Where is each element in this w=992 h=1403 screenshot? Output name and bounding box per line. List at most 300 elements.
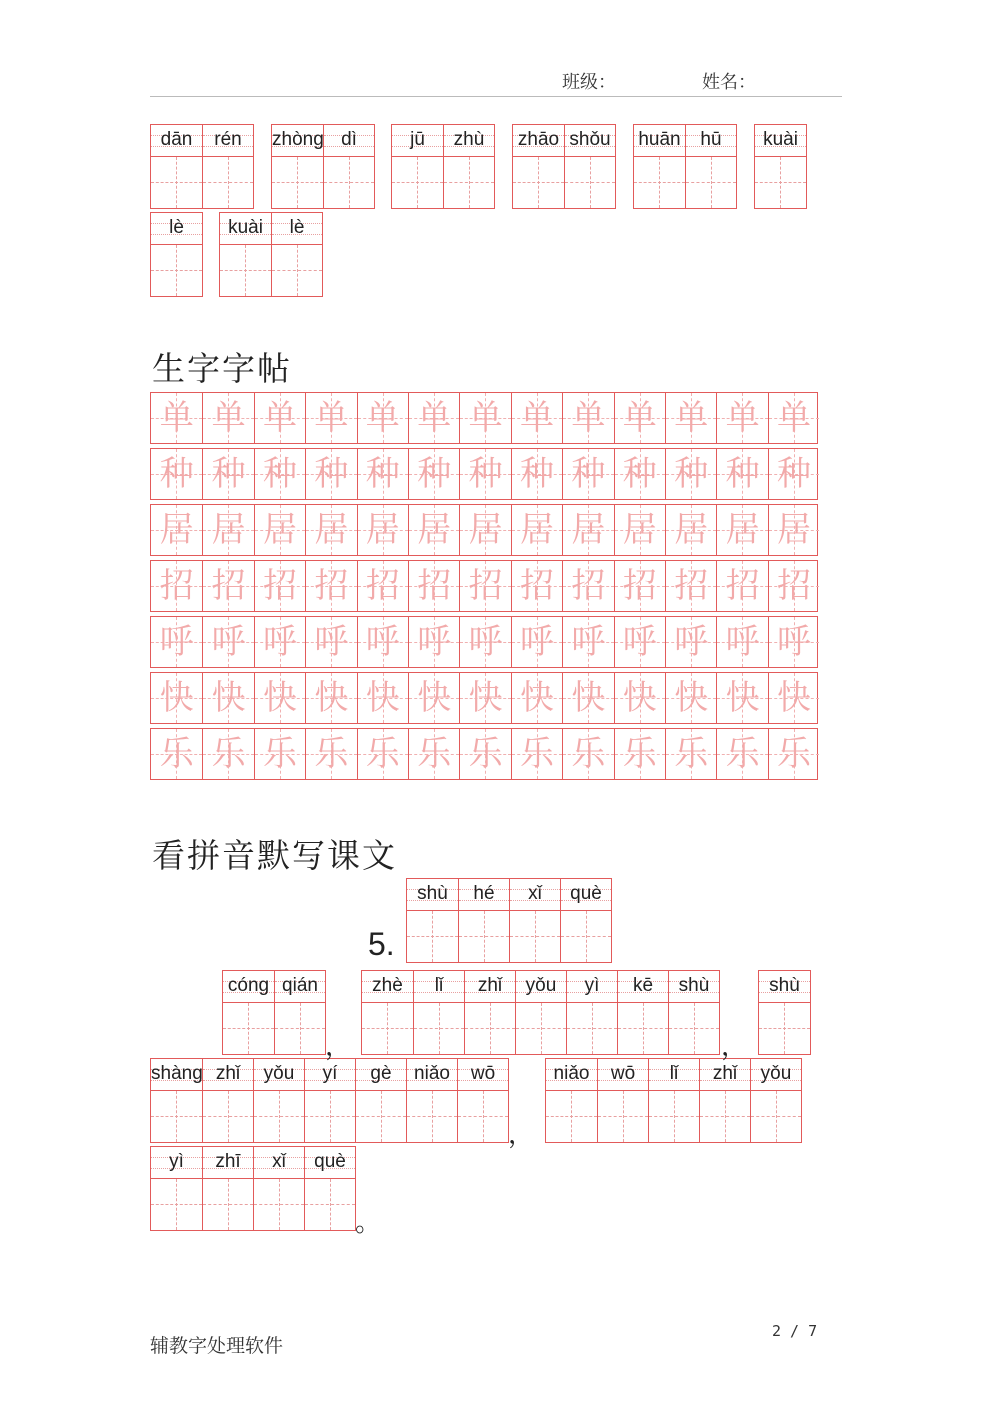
pinyin-label: què [314, 1151, 346, 1172]
practice-cell[interactable] [305, 617, 356, 667]
pinyin-label: lǐ [434, 975, 444, 996]
practice-cell[interactable] [202, 449, 253, 499]
practice-cell[interactable] [254, 449, 305, 499]
practice-cell[interactable] [408, 729, 459, 779]
comma-2: ， [721, 1032, 748, 1062]
practice-cell[interactable] [614, 505, 665, 555]
writing-cell[interactable] [617, 971, 668, 1054]
trace-character: 呼 [776, 622, 811, 662]
writing-cell[interactable] [323, 125, 374, 208]
trace-character: 快 [159, 678, 194, 718]
practice-cell[interactable] [151, 393, 202, 443]
practice-cell[interactable] [768, 673, 819, 723]
pinyin-label: kuài [228, 217, 263, 238]
pinyin-label: què [570, 883, 602, 904]
trace-character: 单 [622, 398, 657, 438]
practice-row [150, 728, 818, 780]
pinyin-label: zhǐ [712, 1063, 738, 1084]
pinyin-label: qián [282, 975, 318, 996]
pinyin-label: zhāo [517, 129, 560, 150]
writing-cell[interactable] [151, 213, 202, 296]
practice-cell[interactable] [357, 505, 408, 555]
practice-cell[interactable] [357, 449, 408, 499]
practice-cell[interactable] [357, 393, 408, 443]
practice-row [150, 448, 818, 500]
practice-cell[interactable] [614, 617, 665, 667]
pinyin-label: xǐ [528, 883, 542, 904]
pinyin-label: yǒu [760, 1063, 792, 1084]
pinyin-box-group [633, 124, 737, 209]
practice-cell[interactable] [459, 505, 510, 555]
practice-row [150, 392, 818, 444]
pinyin-label: cóng [227, 975, 270, 996]
practice-cell[interactable] [408, 449, 459, 499]
trace-character: 招 [417, 566, 452, 606]
practice-cell[interactable] [768, 729, 819, 779]
trace-character: 种 [159, 454, 194, 494]
trace-character: 单 [262, 398, 297, 438]
practice-cell[interactable] [562, 393, 613, 443]
practice-cell[interactable] [511, 617, 562, 667]
trace-character: 居 [725, 510, 760, 550]
writing-cell[interactable] [560, 879, 611, 962]
practice-cell[interactable] [511, 449, 562, 499]
trace-character: 居 [211, 510, 246, 550]
pinyin-label: lǐ [669, 1063, 679, 1084]
pinyin-label: zhè [372, 975, 403, 996]
writing-cell[interactable] [272, 125, 323, 208]
practice-cell[interactable] [254, 561, 305, 611]
practice-row [150, 616, 818, 668]
practice-cell[interactable] [151, 729, 202, 779]
pinyin-box-group [150, 124, 254, 209]
trace-character: 居 [674, 510, 709, 550]
practice-cell[interactable] [459, 393, 510, 443]
page-number: 2 / 7 [772, 1322, 818, 1340]
pinyin-label: niǎo [414, 1063, 450, 1084]
pinyin-box-group [222, 970, 326, 1055]
trace-character: 乐 [571, 734, 606, 774]
trace-character: 快 [519, 678, 554, 718]
pinyin-box-group [361, 970, 720, 1055]
trace-character: 单 [468, 398, 503, 438]
trace-character: 单 [725, 398, 760, 438]
trace-character: 招 [211, 566, 246, 606]
trace-character: 快 [417, 678, 452, 718]
trace-character: 乐 [211, 734, 246, 774]
practice-cell[interactable] [511, 505, 562, 555]
writing-cell[interactable] [458, 879, 509, 962]
name-label: 姓名： [702, 72, 756, 93]
practice-cell[interactable] [408, 505, 459, 555]
trace-character: 快 [314, 678, 349, 718]
practice-cell[interactable] [768, 393, 819, 443]
pinyin-box-group [150, 1146, 356, 1231]
writing-cell[interactable] [597, 1059, 648, 1142]
practice-section-title: 生字字帖 [152, 349, 292, 388]
trace-character: 招 [674, 566, 709, 606]
practice-cell[interactable] [202, 673, 253, 723]
practice-cell[interactable] [357, 561, 408, 611]
writing-cell[interactable] [202, 125, 253, 208]
pinyin-box-group [219, 212, 323, 297]
trace-character: 居 [468, 510, 503, 550]
trace-character: 呼 [417, 622, 452, 662]
trace-character: 呼 [159, 622, 194, 662]
trace-character: 单 [314, 398, 349, 438]
writing-cell[interactable] [457, 1059, 508, 1142]
pinyin-label: hū [700, 129, 722, 150]
pinyin-label: shù [769, 975, 800, 996]
trace-character: 快 [211, 678, 246, 718]
practice-row [150, 560, 818, 612]
trace-character: 种 [519, 454, 554, 494]
pinyin-label: jū [410, 129, 425, 150]
practice-cell[interactable] [665, 673, 716, 723]
practice-cell[interactable] [151, 561, 202, 611]
pinyin-box-group [754, 124, 807, 209]
practice-cell[interactable] [408, 393, 459, 443]
writing-cell[interactable] [304, 1059, 355, 1142]
trace-character: 居 [519, 510, 554, 550]
writing-cell[interactable] [151, 1059, 202, 1142]
practice-row [150, 504, 818, 556]
pinyin-box-group [406, 878, 612, 963]
practice-cell[interactable] [254, 393, 305, 443]
trace-character: 乐 [725, 734, 760, 774]
writing-cell[interactable] [513, 125, 564, 208]
trace-character: 种 [365, 454, 400, 494]
pinyin-box-group [271, 124, 375, 209]
trace-character: 呼 [365, 622, 400, 662]
pinyin-label: shù [417, 883, 448, 904]
writing-cell[interactable] [202, 1059, 253, 1142]
pinyin-label: lè [289, 217, 305, 238]
trace-character: 快 [468, 678, 503, 718]
practice-cell[interactable] [459, 449, 510, 499]
practice-cell[interactable] [305, 393, 356, 443]
writing-cell[interactable] [564, 125, 615, 208]
pinyin-label: yǒu [263, 1063, 295, 1084]
pinyin-label: wō [610, 1063, 636, 1084]
practice-cell[interactable] [357, 729, 408, 779]
writing-cell[interactable] [509, 879, 560, 962]
pinyin-box-group [391, 124, 495, 209]
trace-character: 居 [159, 510, 194, 550]
practice-cell[interactable] [562, 673, 613, 723]
writing-cell[interactable] [685, 125, 736, 208]
trace-character: 种 [571, 454, 606, 494]
pinyin-label: rén [214, 129, 242, 150]
comma-1: ， [325, 1032, 352, 1062]
trace-character: 招 [468, 566, 503, 606]
writing-cell[interactable] [566, 971, 617, 1054]
trace-character: 单 [159, 398, 194, 438]
practice-cell[interactable] [305, 561, 356, 611]
trace-character: 单 [674, 398, 709, 438]
writing-cell[interactable] [151, 125, 202, 208]
trace-character: 呼 [211, 622, 246, 662]
practice-cell[interactable] [202, 393, 253, 443]
trace-character: 招 [159, 566, 194, 606]
trace-character: 乐 [674, 734, 709, 774]
trace-character: 种 [468, 454, 503, 494]
writing-cell[interactable] [515, 971, 566, 1054]
dictation-section-title: 看拼音默写课文 [152, 836, 397, 875]
practice-cell[interactable] [357, 617, 408, 667]
practice-cell[interactable] [202, 561, 253, 611]
pinyin-label: huān [638, 129, 681, 150]
practice-cell[interactable] [768, 505, 819, 555]
pinyin-box-group [758, 970, 811, 1055]
trace-character: 招 [776, 566, 811, 606]
writing-cell[interactable] [392, 125, 443, 208]
trace-character: 单 [417, 398, 452, 438]
writing-cell[interactable] [443, 125, 494, 208]
practice-cell[interactable] [254, 617, 305, 667]
writing-cell[interactable] [362, 971, 413, 1054]
trace-character: 招 [519, 566, 554, 606]
trace-character: 居 [776, 510, 811, 550]
trace-character: 居 [622, 510, 657, 550]
practice-cell[interactable] [511, 561, 562, 611]
writing-cell[interactable] [464, 971, 515, 1054]
pinyin-label: hé [473, 883, 495, 904]
practice-cell[interactable] [716, 561, 767, 611]
trace-character: 种 [725, 454, 760, 494]
trace-character: 呼 [622, 622, 657, 662]
practice-cell[interactable] [562, 561, 613, 611]
practice-cell[interactable] [716, 617, 767, 667]
practice-cell[interactable] [202, 505, 253, 555]
practice-cell[interactable] [665, 617, 716, 667]
trace-character: 快 [622, 678, 657, 718]
lesson-number: 5. [368, 926, 395, 962]
writing-cell[interactable] [220, 213, 271, 296]
pinyin-label: lè [169, 217, 184, 238]
practice-cell[interactable] [614, 561, 665, 611]
trace-character: 单 [571, 398, 606, 438]
trace-character: 呼 [314, 622, 349, 662]
practice-cell[interactable] [408, 673, 459, 723]
practice-cell[interactable] [768, 617, 819, 667]
trace-character: 乐 [519, 734, 554, 774]
trace-character: 呼 [468, 622, 503, 662]
practice-cell[interactable] [768, 561, 819, 611]
practice-cell[interactable] [665, 393, 716, 443]
trace-character: 呼 [674, 622, 709, 662]
header-divider [150, 96, 842, 97]
pinyin-label: dì [341, 129, 357, 150]
practice-cell[interactable] [151, 449, 202, 499]
trace-character: 招 [365, 566, 400, 606]
trace-character: 快 [674, 678, 709, 718]
writing-cell[interactable] [755, 125, 806, 208]
practice-cell[interactable] [716, 449, 767, 499]
trace-character: 乐 [776, 734, 811, 774]
trace-character: 单 [776, 398, 811, 438]
practice-cell[interactable] [151, 505, 202, 555]
practice-cell[interactable] [716, 673, 767, 723]
writing-cell[interactable] [406, 1059, 457, 1142]
practice-cell[interactable] [305, 449, 356, 499]
writing-cell[interactable] [151, 1147, 202, 1230]
trace-character: 乐 [468, 734, 503, 774]
writing-cell[interactable] [253, 1147, 304, 1230]
practice-row [150, 672, 818, 724]
trace-character: 快 [571, 678, 606, 718]
trace-character: 种 [314, 454, 349, 494]
practice-cell[interactable] [305, 505, 356, 555]
trace-character: 呼 [262, 622, 297, 662]
practice-cell[interactable] [665, 729, 716, 779]
pinyin-label: xǐ [272, 1151, 286, 1172]
practice-cell[interactable] [716, 729, 767, 779]
comma-3: ， [508, 1120, 535, 1150]
trace-character: 种 [622, 454, 657, 494]
writing-cell[interactable] [253, 1059, 304, 1142]
class-label: 班级： [562, 72, 616, 93]
footer-software-name: 辅教字处理软件 [150, 1335, 284, 1357]
practice-cell[interactable] [459, 561, 510, 611]
pinyin-label: zhī [215, 1151, 241, 1172]
writing-cell[interactable] [750, 1059, 801, 1142]
trace-character: 种 [417, 454, 452, 494]
writing-cell[interactable] [648, 1059, 699, 1142]
trace-character: 快 [365, 678, 400, 718]
practice-cell[interactable] [202, 729, 253, 779]
practice-cell[interactable] [254, 673, 305, 723]
practice-cell[interactable] [151, 673, 202, 723]
practice-cell[interactable] [254, 729, 305, 779]
practice-cell[interactable] [511, 729, 562, 779]
pinyin-label: shàng [151, 1063, 203, 1084]
trace-character: 种 [674, 454, 709, 494]
trace-character: 居 [365, 510, 400, 550]
pinyin-label: yì [169, 1151, 184, 1172]
practice-cell[interactable] [614, 673, 665, 723]
practice-cell[interactable] [716, 393, 767, 443]
practice-cell[interactable] [665, 505, 716, 555]
pinyin-label: wō [470, 1063, 496, 1084]
writing-cell[interactable] [271, 213, 322, 296]
writing-cell[interactable] [634, 125, 685, 208]
trace-character: 单 [211, 398, 246, 438]
practice-cell[interactable] [408, 617, 459, 667]
trace-character: 种 [211, 454, 246, 494]
trace-character: 招 [622, 566, 657, 606]
writing-cell[interactable] [413, 971, 464, 1054]
pinyin-label: zhòng [272, 129, 324, 150]
trace-character: 招 [314, 566, 349, 606]
trace-character: 快 [776, 678, 811, 718]
practice-cell[interactable] [459, 729, 510, 779]
pinyin-label: zhù [453, 129, 485, 150]
trace-character: 呼 [519, 622, 554, 662]
writing-cell[interactable] [304, 1147, 355, 1230]
trace-character: 居 [262, 510, 297, 550]
writing-cell[interactable] [407, 879, 458, 962]
trace-character: 乐 [417, 734, 452, 774]
practice-cell[interactable] [665, 449, 716, 499]
pinyin-label: niǎo [553, 1063, 590, 1084]
pinyin-label: yì [584, 975, 600, 996]
practice-cell[interactable] [562, 449, 613, 499]
writing-cell[interactable] [546, 1059, 597, 1142]
practice-cell[interactable] [562, 617, 613, 667]
pinyin-label: gè [370, 1063, 392, 1084]
practice-cell[interactable] [459, 617, 510, 667]
pinyin-label: zhǐ [477, 975, 503, 996]
writing-cell[interactable] [274, 971, 325, 1054]
practice-cell[interactable] [562, 729, 613, 779]
pinyin-box-group [545, 1058, 802, 1143]
trace-character: 单 [365, 398, 400, 438]
period-mark: 。 [355, 1208, 382, 1238]
trace-character: 乐 [314, 734, 349, 774]
trace-character: 快 [262, 678, 297, 718]
trace-character: 乐 [365, 734, 400, 774]
practice-cell[interactable] [151, 617, 202, 667]
trace-character: 招 [262, 566, 297, 606]
writing-cell[interactable] [699, 1059, 750, 1142]
practice-cell[interactable] [614, 729, 665, 779]
practice-cell[interactable] [254, 505, 305, 555]
pinyin-label: shǒu [569, 129, 611, 150]
trace-character: 招 [725, 566, 760, 606]
trace-character: 乐 [622, 734, 657, 774]
pinyin-box-group [150, 1058, 509, 1143]
trace-character: 乐 [159, 734, 194, 774]
trace-character: 快 [725, 678, 760, 718]
pinyin-label: yǒu [525, 975, 557, 996]
practice-cell[interactable] [305, 729, 356, 779]
practice-cell[interactable] [665, 561, 716, 611]
writing-cell[interactable] [759, 971, 810, 1054]
practice-cell[interactable] [511, 393, 562, 443]
practice-cell[interactable] [202, 617, 253, 667]
pinyin-label: kē [632, 975, 654, 996]
trace-character: 居 [417, 510, 452, 550]
practice-cell[interactable] [614, 393, 665, 443]
practice-cell[interactable] [305, 673, 356, 723]
writing-cell[interactable] [202, 1147, 253, 1230]
practice-cell[interactable] [614, 449, 665, 499]
writing-cell[interactable] [223, 971, 274, 1054]
trace-character: 居 [314, 510, 349, 550]
practice-cell[interactable] [768, 449, 819, 499]
pinyin-box-group [512, 124, 616, 209]
trace-character: 呼 [725, 622, 760, 662]
practice-cell[interactable] [562, 505, 613, 555]
trace-character: 呼 [571, 622, 606, 662]
trace-character: 种 [776, 454, 811, 494]
practice-cell[interactable] [459, 673, 510, 723]
pinyin-label: kuài [763, 129, 798, 150]
pinyin-label: zhǐ [215, 1063, 241, 1084]
trace-character: 种 [262, 454, 297, 494]
pinyin-label: yí [322, 1063, 338, 1084]
practice-cell[interactable] [511, 673, 562, 723]
practice-cell[interactable] [716, 505, 767, 555]
writing-cell[interactable] [668, 971, 719, 1054]
trace-character: 招 [571, 566, 606, 606]
pinyin-label: dān [160, 129, 193, 150]
pinyin-box-group [150, 212, 203, 297]
practice-cell[interactable] [357, 673, 408, 723]
practice-cell[interactable] [408, 561, 459, 611]
writing-cell[interactable] [355, 1059, 406, 1142]
